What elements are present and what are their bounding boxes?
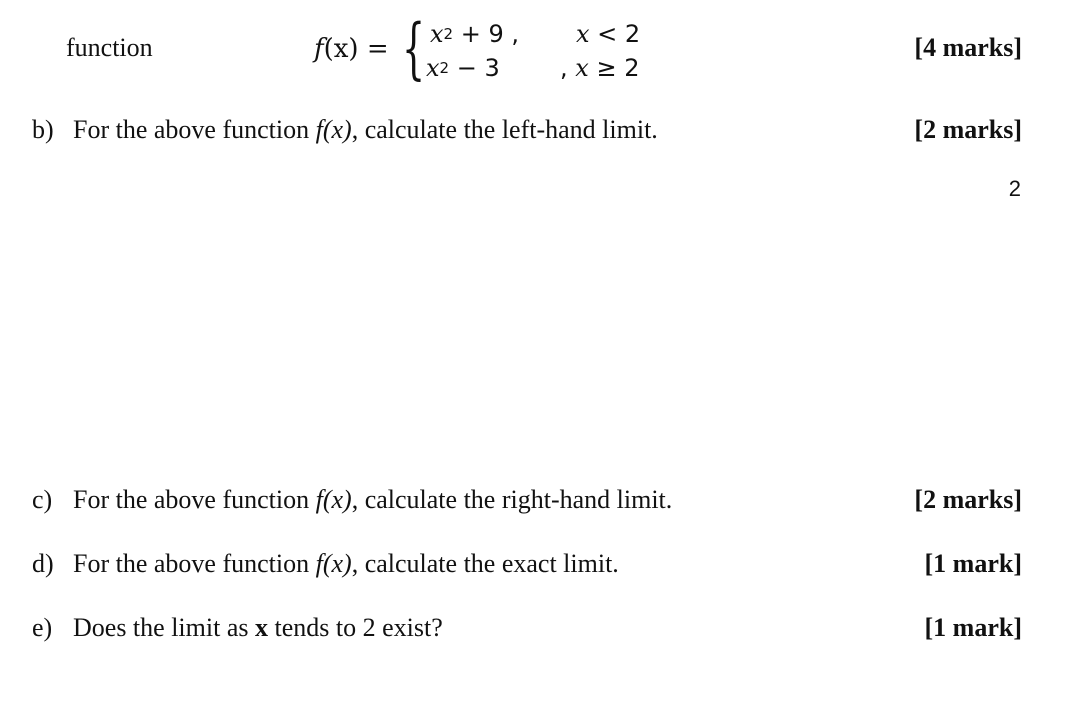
function-ref: f(x) xyxy=(315,549,352,578)
formula-lhs xyxy=(314,34,389,64)
marks-a: [4 marks] xyxy=(914,33,1022,62)
case-2-condition: , x ≥ 2 xyxy=(560,54,640,82)
question-d-text: For the above function f(x), calculate the exact limit. xyxy=(73,549,619,578)
page-number: 2 xyxy=(1008,176,1021,201)
function-label: function xyxy=(66,33,153,62)
formula-argument: (x) = xyxy=(323,34,389,64)
formula-function-name: f xyxy=(314,34,324,64)
case-2-expression: $x^2 - 3$ xyxy=(426,54,500,82)
marks-b: [2 marks] xyxy=(914,115,1022,144)
piecewise-formula xyxy=(314,10,654,87)
question-e-text: Does the limit as x tends to 2 exist? xyxy=(73,613,443,642)
marks-e: [1 mark] xyxy=(924,613,1022,642)
question-c-letter: c) xyxy=(32,485,53,514)
marks-c: [2 marks] xyxy=(914,485,1022,514)
question-e-letter: e) xyxy=(32,613,53,642)
case-1-condition: x < 2 xyxy=(576,20,641,48)
variable-x: x xyxy=(254,613,268,642)
question-d-letter: d) xyxy=(32,549,54,578)
function-ref: f(x) xyxy=(315,115,352,144)
marks-d: [1 mark] xyxy=(924,549,1022,578)
question-c-text: For the above function f(x), calculate the right-hand limit. xyxy=(73,485,673,514)
function-ref: f(x) xyxy=(315,485,352,514)
case-1-expression: $x^2 + 9$ , xyxy=(430,20,519,48)
question-b-text: For the above function f(x), calculate the left-hand limit. xyxy=(73,115,658,144)
formula-brace: { xyxy=(402,10,426,87)
question-b-letter: b) xyxy=(32,115,54,144)
